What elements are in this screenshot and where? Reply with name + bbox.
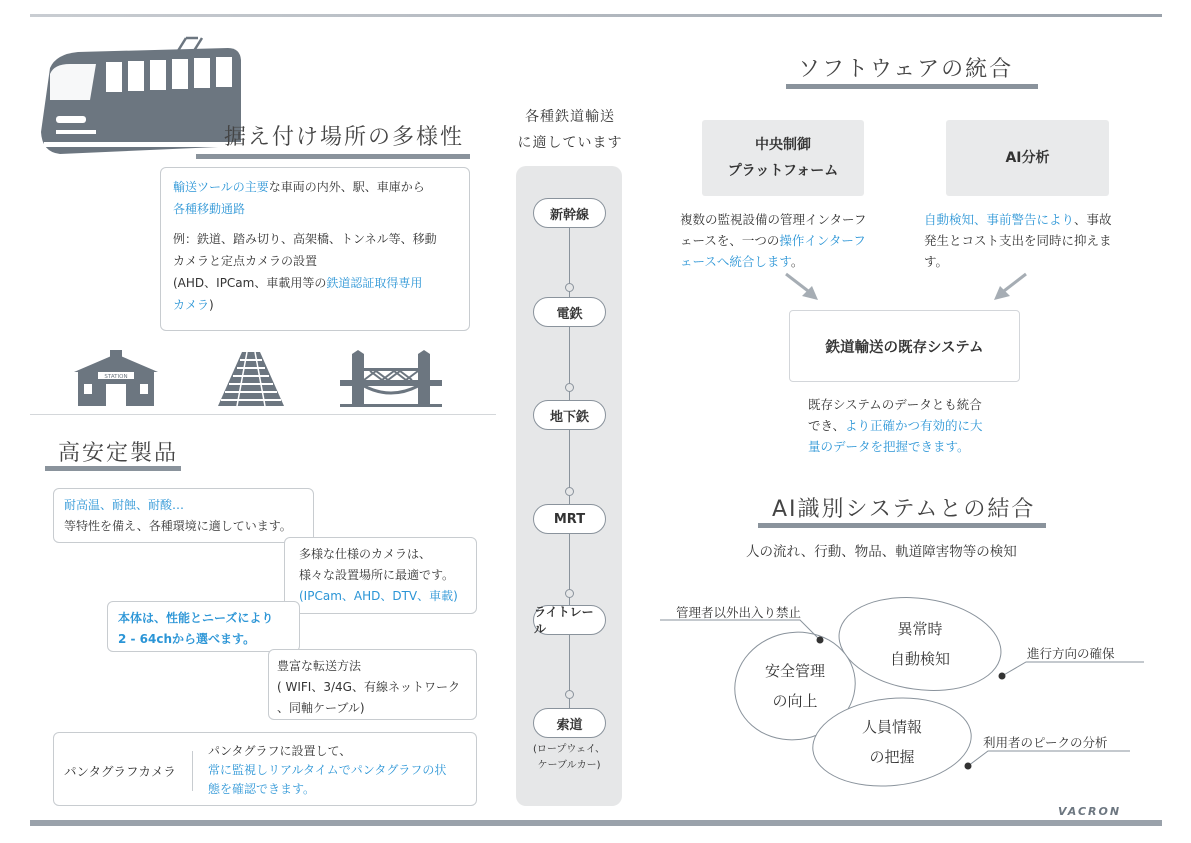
heading-stability: 高安定製品 (58, 441, 179, 466)
feature-transmission-line-3: 、同軸ケーブル) (277, 701, 365, 715)
railway-track-icon (218, 352, 284, 406)
existing-note-line-2 (808, 415, 1028, 436)
central-note-line-1 (680, 209, 900, 230)
connector-dot-5 (565, 690, 574, 699)
railway-types-title (500, 104, 640, 156)
petal-safety-line-2: の向上 (772, 692, 818, 711)
connector-dot-2 (565, 383, 574, 392)
installation-description-box (160, 167, 470, 331)
feature-transmission-line-1: 豊富な転送方法 (277, 659, 362, 673)
feature-box-channels (107, 601, 300, 652)
heading-ai-recognition: AI識別システムとの結合 (772, 497, 1036, 522)
text-segment: 操作インターフ (779, 233, 866, 248)
heading-installation: 据え付け場所の多様性 (224, 125, 465, 150)
text-segment: でき、 (808, 418, 846, 433)
central-control-line-1: 中央制御 (754, 137, 811, 153)
left-section-divider (30, 414, 496, 415)
connector-dot-4 (565, 589, 574, 598)
railway-type-electric-railway: 電鉄 (533, 297, 606, 327)
railway-type-ropeway: 索道 (533, 708, 606, 738)
text-segment: より正確かつ有効的に大 (845, 418, 983, 433)
callout-peak-analysis: 利用者のピークの分析 (983, 735, 1108, 750)
text-segment: (AHD、IPCam、車載用等の (173, 276, 327, 290)
callout-direction-clearance: 進行方向の確保 (1027, 646, 1115, 661)
bridge-icon (340, 350, 442, 408)
installation-line-1 (173, 176, 457, 198)
feature-box-transmission (268, 649, 477, 720)
text-segment: ) (209, 298, 214, 312)
top-rule (30, 14, 1162, 17)
installation-line-3 (173, 228, 457, 250)
railway-type-shinkansen: 新幹線 (533, 198, 606, 228)
merge-arrows (780, 268, 1040, 308)
feature-durability-line-1: 耐高温、耐蝕、耐酸… (64, 498, 185, 512)
callout-restricted-entry-leader (660, 612, 840, 644)
vacron-logo: VACRON (1058, 805, 1122, 818)
feature-transmission-line-2: ( WIFI、3/4G、有線ネットワーク (277, 680, 460, 694)
petal-personnel-line-2: の把握 (869, 748, 915, 767)
pantograph-line-1: パンタグラフに設置して、 (208, 744, 352, 758)
callout-peak-analysis-leader (960, 742, 1140, 772)
existing-system-box: 鉄道輸送の既存システム (789, 310, 1020, 382)
central-control-line-2: プラットフォーム (727, 163, 839, 179)
arrow-right-down-icon (786, 274, 818, 300)
heading-ai-recognition-underline (758, 523, 1046, 528)
text-segment: 自動検知、事前警告により (924, 212, 1075, 227)
feature-camera-line-2: 様々な設置場所に最適です。 (299, 568, 455, 582)
heading-software-integration-underline (786, 84, 1038, 89)
railway-types-title-line-1: 各種鉄道輸送 (525, 109, 615, 125)
station-icon (70, 350, 162, 408)
petal-safety-line-1: 安全管理 (764, 662, 826, 681)
feature-channels-line-1: 本体は、性能とニーズにより (118, 611, 274, 625)
heading-installation-underline (196, 154, 470, 159)
heading-stability-underline (45, 466, 181, 471)
ai-analysis-note (924, 209, 1144, 272)
pantograph-description (208, 742, 446, 799)
existing-system-note (808, 394, 1028, 457)
text-segment: ェースを、一つの (680, 233, 780, 248)
existing-note-line-1 (808, 394, 1028, 415)
text-segment: 既存システムのデータとも統合 (808, 397, 982, 412)
connector-dot-3 (565, 487, 574, 496)
central-control-platform-box (702, 120, 864, 196)
central-note-line-2 (680, 230, 900, 251)
text-segment: 各種移動通路 (173, 202, 246, 216)
text-segment: す。 (924, 254, 949, 269)
ai-note-line-1 (924, 209, 1144, 230)
text-segment: カメラ (173, 298, 210, 312)
heading-software-integration: ソフトウェアの統合 (798, 57, 1014, 82)
feature-box-durability (53, 488, 314, 543)
pantograph-divider (192, 751, 193, 791)
railway-type-subway: 地下鉄 (533, 400, 606, 430)
pantograph-camera-box (53, 732, 477, 806)
text-segment: 。 (790, 254, 804, 269)
petal-anomaly-line-2: 自動検知 (889, 649, 951, 668)
bottom-rule (30, 820, 1162, 826)
text-segment: 鉄道認証取得専用 (326, 276, 423, 290)
text-segment: 発生とコスト支出を同時に抑えま (924, 233, 1112, 248)
petal-anomaly-detection (832, 587, 1007, 701)
ropeway-note-line-2: ケーブルカー) (537, 760, 601, 771)
railway-types-title-line-2: に適しています (517, 135, 623, 151)
feature-durability-line-2: 等特性を備え、各種環境に適しています。 (64, 519, 292, 533)
text-segment: カメラと定点カメラの設置 (173, 254, 318, 268)
pantograph-camera-label: パンタグラフカメラ (64, 764, 176, 779)
ai-note-line-2 (924, 230, 1144, 251)
text-segment: 量のデータを把握できます。 (808, 439, 970, 454)
text-segment: 、事故 (1074, 212, 1112, 227)
installation-line-4 (173, 250, 457, 272)
text-segment: ェースへ統合します (680, 254, 791, 269)
feature-box-camera-variety (284, 537, 477, 614)
petal-anomaly-line-1: 異常時 (897, 619, 943, 638)
callout-direction-clearance-leader (994, 652, 1154, 682)
pantograph-line-2: 常に監視しリアルタイムでパンタグラフの状 (208, 763, 447, 777)
text-segment: な車両の内外、駅、車庫から (268, 180, 425, 194)
ai-analysis-box: AI分析 (946, 120, 1109, 196)
arrow-left-down-icon (994, 274, 1026, 300)
installation-line-2 (173, 198, 457, 220)
railway-type-light-rail: ライトレール (533, 605, 606, 635)
callout-restricted-entry: 管理者以外出入り禁止 (676, 605, 802, 620)
ropeway-note (516, 742, 622, 774)
connector-dot-1 (565, 283, 574, 292)
station-sign-text: STATION (104, 374, 128, 380)
feature-channels-line-2: 2 - 64chから選べます。 (118, 632, 256, 646)
feature-camera-line-1: 多様な仕様のカメラは、 (299, 547, 432, 561)
installation-line-5 (173, 272, 457, 294)
railway-type-mrt: MRT (533, 504, 606, 534)
feature-camera-line-3: (IPCam、AHD、DTV、車載) (299, 589, 458, 603)
pantograph-line-3: 態を確認できます。 (208, 782, 316, 796)
ai-recognition-subtitle: 人の流れ、行動、物品、軌道障害物等の検知 (746, 544, 1017, 560)
central-control-note (680, 209, 900, 272)
text-segment: 例：鉄道、踏み切り、高架橋、トンネル等、移動 (173, 232, 437, 246)
text-segment: 複数の監視設備の管理インターフ (680, 212, 867, 227)
text-segment: 輸送ツールの主要 (173, 180, 269, 194)
existing-note-line-3 (808, 436, 1028, 457)
petal-personnel-line-1: 人員情報 (861, 718, 923, 737)
train-icon (36, 34, 246, 164)
ropeway-note-line-1: (ロープウェイ、 (532, 744, 606, 755)
installation-line-6 (173, 294, 457, 316)
